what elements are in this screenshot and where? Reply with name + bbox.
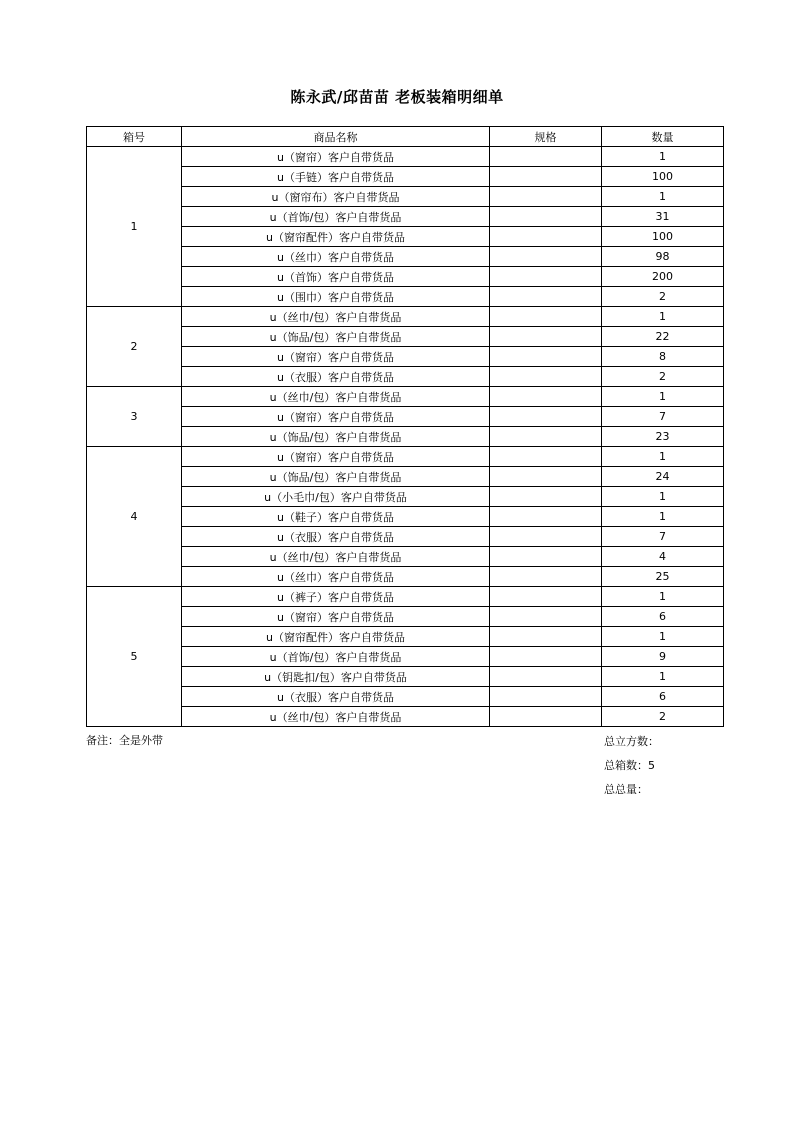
- spec-cell: [490, 187, 602, 207]
- table-row: [87, 187, 724, 207]
- spec-cell: [490, 227, 602, 247]
- box-number-cell: 3: [87, 387, 182, 447]
- product-name-cell: u（饰品/包）客户自带货品: [182, 427, 490, 447]
- product-name-cell: u（饰品/包）客户自带货品: [182, 467, 490, 487]
- box-number-cell: 4: [87, 447, 182, 587]
- product-name-cell: u（饰品/包）客户自带货品: [182, 327, 490, 347]
- table-row: [87, 467, 724, 487]
- table-row: [87, 667, 724, 687]
- product-name-cell: u（窗帘配件）客户自带货品: [182, 627, 490, 647]
- table-row: [87, 307, 724, 327]
- quantity-cell: 1: [602, 487, 724, 507]
- quantity-cell: 1: [602, 147, 724, 167]
- product-name-cell: u（窗帘）客户自带货品: [182, 447, 490, 467]
- quantity-cell: 2: [602, 367, 724, 387]
- spec-cell: [490, 267, 602, 287]
- table-row: [87, 367, 724, 387]
- table-row: [87, 507, 724, 527]
- table-row: [87, 287, 724, 307]
- product-name-cell: u（鞋子）客户自带货品: [182, 507, 490, 527]
- table-row: [87, 647, 724, 667]
- header-quantity: 数量: [602, 127, 724, 147]
- spec-cell: [490, 247, 602, 267]
- table-row: [87, 607, 724, 627]
- product-name-cell: u（丝巾/包）客户自带货品: [182, 707, 490, 727]
- table-row: [87, 407, 724, 427]
- page-title: 陈永武/邱苗苗 老板装箱明细单: [290, 88, 504, 106]
- quantity-cell: 1: [602, 667, 724, 687]
- spec-cell: [490, 487, 602, 507]
- table-row: [87, 627, 724, 647]
- spec-cell: [490, 707, 602, 727]
- spec-cell: [490, 407, 602, 427]
- table-row: [87, 487, 724, 507]
- table-row: [87, 227, 724, 247]
- quantity-cell: 2: [602, 707, 724, 727]
- quantity-cell: 25: [602, 567, 724, 587]
- table-row: [87, 327, 724, 347]
- total-boxes: 总箱数：5: [604, 759, 655, 772]
- table-row: [87, 547, 724, 567]
- packing-list-table: [86, 126, 724, 727]
- product-name-cell: u（手链）客户自带货品: [182, 167, 490, 187]
- table-row: [87, 427, 724, 447]
- total-weight: 总总量：: [604, 783, 648, 796]
- product-name-cell: u（丝巾）客户自带货品: [182, 567, 490, 587]
- quantity-cell: 6: [602, 607, 724, 627]
- product-name-cell: u（窗帘）客户自带货品: [182, 407, 490, 427]
- quantity-cell: 1: [602, 627, 724, 647]
- spec-cell: [490, 667, 602, 687]
- table-row: [87, 247, 724, 267]
- spec-cell: [490, 147, 602, 167]
- quantity-cell: 31: [602, 207, 724, 227]
- product-name-cell: u（首饰）客户自带货品: [182, 267, 490, 287]
- quantity-cell: 7: [602, 527, 724, 547]
- spec-cell: [490, 467, 602, 487]
- quantity-cell: 9: [602, 647, 724, 667]
- spec-cell: [490, 687, 602, 707]
- product-name-cell: u（钥匙扣/包）客户自带货品: [182, 667, 490, 687]
- product-name-cell: u（丝巾/包）客户自带货品: [182, 387, 490, 407]
- remark-note: 备注：全是外带: [86, 734, 163, 747]
- quantity-cell: 6: [602, 687, 724, 707]
- box-number-cell: 1: [87, 147, 182, 307]
- table-row: [87, 707, 724, 727]
- table-row: [87, 267, 724, 287]
- table-row: [87, 147, 724, 167]
- quantity-cell: 1: [602, 387, 724, 407]
- product-name-cell: u（窗帘配件）客户自带货品: [182, 227, 490, 247]
- quantity-cell: 24: [602, 467, 724, 487]
- product-name-cell: u（首饰/包）客户自带货品: [182, 207, 490, 227]
- product-name-cell: u（丝巾/包）客户自带货品: [182, 547, 490, 567]
- product-name-cell: u（裤子）客户自带货品: [182, 587, 490, 607]
- table-row: [87, 167, 724, 187]
- spec-cell: [490, 627, 602, 647]
- table-row: [87, 567, 724, 587]
- spec-cell: [490, 647, 602, 667]
- product-name-cell: u（围巾）客户自带货品: [182, 287, 490, 307]
- spec-cell: [490, 307, 602, 327]
- quantity-cell: 22: [602, 327, 724, 347]
- quantity-cell: 1: [602, 307, 724, 327]
- table-row: [87, 207, 724, 227]
- spec-cell: [490, 367, 602, 387]
- quantity-cell: 23: [602, 427, 724, 447]
- total-volume: 总立方数：: [604, 735, 659, 748]
- quantity-cell: 1: [602, 587, 724, 607]
- table-row: [87, 587, 724, 607]
- quantity-cell: 4: [602, 547, 724, 567]
- spec-cell: [490, 167, 602, 187]
- header-product-name: 商品名称: [182, 127, 490, 147]
- product-name-cell: u（衣服）客户自带货品: [182, 687, 490, 707]
- quantity-cell: 100: [602, 227, 724, 247]
- table-row: [87, 687, 724, 707]
- header-box-no: 箱号: [87, 127, 182, 147]
- spec-cell: [490, 447, 602, 467]
- spec-cell: [490, 207, 602, 227]
- product-name-cell: u（窗帘）客户自带货品: [182, 347, 490, 367]
- product-name-cell: u（衣服）客户自带货品: [182, 527, 490, 547]
- spec-cell: [490, 347, 602, 367]
- product-name-cell: u（丝巾）客户自带货品: [182, 247, 490, 267]
- quantity-cell: 1: [602, 447, 724, 467]
- box-number-cell: 5: [87, 587, 182, 727]
- quantity-cell: 1: [602, 187, 724, 207]
- table-header-row: [87, 127, 724, 147]
- table-row: [87, 347, 724, 367]
- quantity-cell: 7: [602, 407, 724, 427]
- product-name-cell: u（窗帘）客户自带货品: [182, 147, 490, 167]
- quantity-cell: 2: [602, 287, 724, 307]
- quantity-cell: 200: [602, 267, 724, 287]
- spec-cell: [490, 527, 602, 547]
- product-name-cell: u（窗帘布）客户自带货品: [182, 187, 490, 207]
- product-name-cell: u（窗帘）客户自带货品: [182, 607, 490, 627]
- spec-cell: [490, 567, 602, 587]
- spec-cell: [490, 507, 602, 527]
- product-name-cell: u（首饰/包）客户自带货品: [182, 647, 490, 667]
- spec-cell: [490, 387, 602, 407]
- product-name-cell: u（丝巾/包）客户自带货品: [182, 307, 490, 327]
- table-row: [87, 387, 724, 407]
- totals-block: [604, 730, 659, 802]
- table-row: [87, 447, 724, 467]
- header-spec: 规格: [490, 127, 602, 147]
- table-body: [87, 147, 724, 727]
- spec-cell: [490, 547, 602, 567]
- box-number-cell: 2: [87, 307, 182, 387]
- quantity-cell: 98: [602, 247, 724, 267]
- product-name-cell: u（小毛巾/包）客户自带货品: [182, 487, 490, 507]
- spec-cell: [490, 287, 602, 307]
- spec-cell: [490, 327, 602, 347]
- table-row: [87, 527, 724, 547]
- quantity-cell: 1: [602, 507, 724, 527]
- spec-cell: [490, 607, 602, 627]
- spec-cell: [490, 587, 602, 607]
- product-name-cell: u（衣服）客户自带货品: [182, 367, 490, 387]
- quantity-cell: 100: [602, 167, 724, 187]
- spec-cell: [490, 427, 602, 447]
- quantity-cell: 8: [602, 347, 724, 367]
